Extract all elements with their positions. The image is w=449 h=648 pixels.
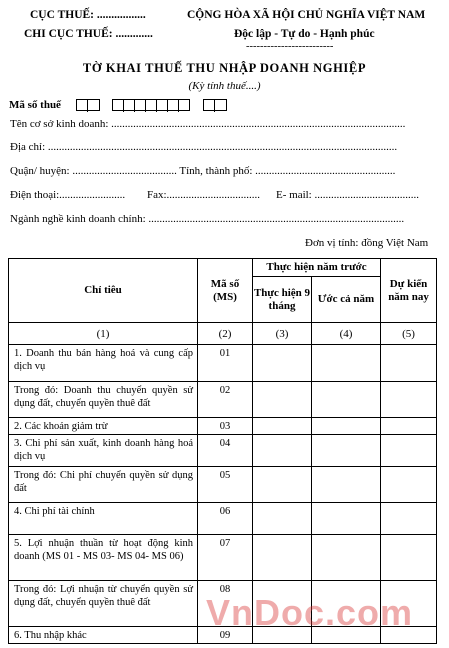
value-cell[interactable] (253, 503, 312, 535)
value-cell[interactable] (312, 535, 381, 581)
value-cell[interactable] (381, 418, 437, 435)
header-indicator: Chỉ tiêu (9, 259, 198, 323)
district-province-field[interactable]: Quận/ huyện: ...................................... Tỉnh, thành phố: ................................................... (10, 165, 396, 177)
row-description: 1. Doanh thu bán hàng hoá và cung cấp dịch vụ (9, 345, 198, 382)
col-number: (2) (198, 323, 253, 345)
table-row (9, 382, 437, 418)
business-name-field[interactable]: Tên cơ sở kinh doanh: ........................................................................................................... (10, 118, 406, 130)
phone-field[interactable]: Điện thoại:........................ (10, 189, 126, 201)
header-estimate-year: Ước cả năm (312, 277, 381, 323)
table-row (9, 627, 437, 644)
col-number: (4) (312, 323, 381, 345)
row-description: 6. Thu nhập khác (9, 627, 198, 644)
row-code: 07 (198, 535, 253, 581)
value-cell[interactable] (312, 581, 381, 627)
header-code: Mã số (MS) (198, 259, 253, 323)
national-motto: Độc lập - Tự do - Hạnh phúc (234, 28, 375, 40)
value-cell[interactable] (312, 418, 381, 435)
value-cell[interactable] (312, 435, 381, 467)
value-cell[interactable] (253, 418, 312, 435)
address-field[interactable]: Địa chỉ: ............................................................................................................................... (10, 141, 398, 153)
header-divider: ------------------------- (246, 41, 334, 52)
value-cell[interactable] (253, 535, 312, 581)
table-row (9, 467, 437, 503)
table-row (9, 345, 437, 382)
value-cell[interactable] (253, 627, 312, 644)
table-row (9, 435, 437, 467)
value-cell[interactable] (381, 382, 437, 418)
form-title: TỜ KHAI THUẾ THU NHẬP DOANH NGHIỆP (82, 61, 367, 75)
row-description: Trong đó: Doanh thu chuyển quyền sử dụng đất, chuyển quyền thuê đất (9, 382, 198, 418)
value-cell[interactable] (381, 581, 437, 627)
fax-field[interactable]: Fax:.................................. (147, 189, 261, 201)
value-cell[interactable] (253, 581, 312, 627)
row-code: 01 (198, 345, 253, 382)
tax-period: (Kỳ tính thuế....) (188, 80, 261, 92)
value-cell[interactable] (253, 435, 312, 467)
row-description: 2. Các khoản giảm trừ (9, 418, 198, 435)
value-cell[interactable] (312, 345, 381, 382)
row-description: 3. Chi phí sản xuất, kinh doanh hàng hoá dịch vụ (9, 435, 198, 467)
tax-code-boxes-group2[interactable] (112, 99, 190, 111)
tax-code-boxes-group1[interactable] (76, 99, 100, 111)
row-code: 03 (198, 418, 253, 435)
value-cell[interactable] (381, 467, 437, 503)
header-forecast: Dự kiến năm nay (381, 259, 437, 323)
vndoc-watermark: VnDoc.com (206, 592, 414, 633)
row-code: 09 (198, 627, 253, 644)
tax-declaration-table (8, 258, 437, 644)
row-description: Trong đó: Chi phí chuyển quyền sử dụng đất (9, 467, 198, 503)
col-number: (3) (253, 323, 312, 345)
value-cell[interactable] (312, 382, 381, 418)
tax-department-label: CỤC THUẾ: ................. (30, 9, 146, 21)
value-cell[interactable] (253, 467, 312, 503)
column-number-row (9, 323, 437, 345)
col-number: (1) (9, 323, 198, 345)
value-cell[interactable] (253, 382, 312, 418)
currency-unit: Đơn vị tính: đồng Việt Nam (305, 237, 429, 249)
col-number: (5) (381, 323, 437, 345)
row-code: 04 (198, 435, 253, 467)
value-cell[interactable] (381, 503, 437, 535)
row-code: 08 (198, 581, 253, 627)
value-cell[interactable] (312, 503, 381, 535)
table-row (9, 503, 437, 535)
value-cell[interactable] (253, 345, 312, 382)
row-description: 5. Lợi nhuận thuần từ hoạt động kinh doanh (MS 01 - MS 03- MS 04- MS 06) (9, 535, 198, 581)
value-cell[interactable] (312, 467, 381, 503)
value-cell[interactable] (381, 535, 437, 581)
industry-field[interactable]: Ngành nghề kinh doanh chính: ............................................................................................. (10, 213, 405, 225)
table-row (9, 581, 437, 627)
value-cell[interactable] (381, 345, 437, 382)
value-cell[interactable] (381, 627, 437, 644)
value-cell[interactable] (381, 435, 437, 467)
row-description: Trong đó: Lợi nhuận từ chuyển quyền sử dụng đất, chuyển quyền thuê đất (9, 581, 198, 627)
table-row (9, 418, 437, 435)
table-row (9, 535, 437, 581)
header-nine-months: Thực hiện 9 tháng (253, 277, 312, 323)
tax-branch-label: CHI CỤC THUẾ: ............. (24, 28, 153, 40)
value-cell[interactable] (312, 627, 381, 644)
row-code: 06 (198, 503, 253, 535)
row-code: 05 (198, 467, 253, 503)
row-description: 4. Chi phí tài chính (9, 503, 198, 535)
national-title: CỘNG HÒA XÃ HỘI CHỦ NGHĨA VIỆT NAM (187, 9, 426, 21)
email-field[interactable]: E- mail: ...................................... (276, 189, 419, 201)
tax-code-boxes-group3[interactable] (203, 99, 227, 111)
tax-code-label: Mã số thuế (9, 99, 61, 111)
header-prev-year: Thực hiện năm trước (253, 259, 381, 277)
row-code: 02 (198, 382, 253, 418)
